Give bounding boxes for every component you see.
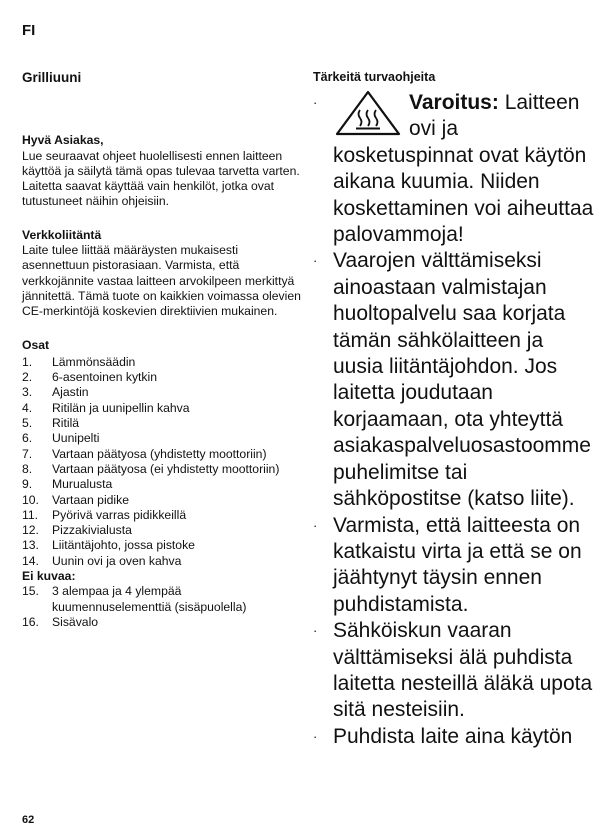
bullet: · bbox=[313, 253, 318, 269]
item-text: 3 alempaa ja 4 ylempää kuumennuselementtiä (sisäpuolella) bbox=[52, 584, 247, 614]
item-number: 9. bbox=[22, 477, 33, 492]
parts-heading: Osat bbox=[22, 337, 50, 352]
list-item bbox=[22, 462, 302, 477]
item-number: 6. bbox=[22, 431, 33, 446]
list-item bbox=[22, 477, 302, 492]
list-item bbox=[313, 90, 598, 248]
item-text: Ritilän ja uunipellin kahva bbox=[52, 400, 190, 415]
item-number: 8. bbox=[22, 461, 33, 476]
left-column bbox=[22, 70, 302, 630]
item-text: Uunin ovi ja oven kahva bbox=[52, 553, 182, 568]
item-number: 16. bbox=[22, 614, 39, 629]
safety-item-text: Varmista, että laitteesta on katkaistu virta ja että se on jäähtynyt täysin ennen puhdistamista. bbox=[333, 513, 582, 616]
warning-header bbox=[333, 90, 598, 143]
list-item bbox=[313, 513, 598, 619]
warning-head-text bbox=[409, 90, 598, 143]
list-item bbox=[22, 370, 302, 385]
safety-heading: Tärkeitä turvaohjeita bbox=[313, 70, 436, 84]
item-number: 4. bbox=[22, 400, 33, 415]
connection-text: Laite tulee liittää määräysten mukaisesti asennettuun pistorasiaan. Varmista, että verkkojännite vastaa laitteen arvokilpeen merkittyä jännitettä. Tämä tuote on kaikkien voimassa olevien CE-merkintöjä koskevien direktiivien mukainen. bbox=[22, 243, 301, 319]
list-item bbox=[22, 508, 302, 523]
item-number: 2. bbox=[22, 370, 33, 385]
list-item bbox=[22, 584, 302, 615]
item-number: 7. bbox=[22, 446, 33, 461]
item-text: Ritilä bbox=[52, 416, 80, 431]
item-number: 3. bbox=[22, 385, 33, 400]
list-item bbox=[22, 385, 302, 400]
list-item bbox=[22, 416, 302, 431]
item-number: 14. bbox=[22, 553, 39, 568]
list-item bbox=[22, 493, 302, 508]
safety-item-text: Puhdista laite aina käytön bbox=[333, 724, 573, 748]
list-item bbox=[22, 523, 302, 538]
parts-section bbox=[22, 338, 302, 631]
safety-list bbox=[313, 90, 598, 750]
list-item bbox=[22, 615, 302, 630]
intro-heading: Hyvä Asiakas, bbox=[22, 133, 104, 148]
list-item bbox=[22, 554, 302, 569]
item-text: Vartaan pidike bbox=[52, 492, 130, 507]
item-text: Pizzakivialusta bbox=[52, 523, 132, 538]
bullet: · bbox=[313, 95, 318, 110]
right-column bbox=[313, 70, 598, 750]
item-text: Pyörivä varras pidikkeillä bbox=[52, 507, 187, 522]
item-number: 13. bbox=[22, 538, 39, 553]
bullet: · bbox=[313, 623, 318, 639]
connection-heading: Verkkoliitäntä bbox=[22, 227, 102, 242]
safety-item-text: Vaarojen välttämiseksi ainoastaan valmistajan huoltopalvelu saa korjata tämän sähkölaitteen ja uusia liitäntäjohdon. Jos laitetta joudutaan korjaamaan, ota yhteyttä asiakaspalveluosastoomme puhelimitse tai sähköpostitse (katso liite). bbox=[333, 249, 591, 511]
item-text: Ajastin bbox=[52, 385, 89, 400]
item-number: 5. bbox=[22, 416, 33, 431]
page-title: Grilliuuni bbox=[22, 70, 82, 85]
page-number: 62 bbox=[22, 814, 35, 826]
connection-section bbox=[22, 228, 302, 320]
list-item bbox=[313, 248, 598, 512]
safety-item-text: Sähköiskun vaaran välttämiseksi älä puhdista laitetta nesteillä äläkä upota sitä nesteisiin. bbox=[333, 619, 593, 722]
list-item bbox=[22, 431, 302, 446]
item-text: Lämmönsäädin bbox=[52, 354, 136, 369]
list-item bbox=[22, 538, 302, 553]
warning-text: kosketuspinnat ovat käytön aikana kuumia. Niiden koskettaminen voi aiheuttaa palovammoja! bbox=[333, 143, 594, 247]
parts-list bbox=[22, 355, 302, 569]
not-pictured-heading: Ei kuvaa: bbox=[22, 569, 76, 584]
item-text: Vartaan päätyosa (ei yhdistetty moottoriin) bbox=[52, 461, 280, 476]
list-item bbox=[22, 401, 302, 416]
item-number: 10. bbox=[22, 492, 39, 507]
warning-text-head: Laitteen ovi ja bbox=[409, 91, 580, 141]
bullet: · bbox=[313, 728, 318, 744]
item-number: 11. bbox=[22, 507, 39, 522]
item-number: 1. bbox=[22, 354, 33, 369]
item-text: Liitäntäjohto, jossa pistoke bbox=[52, 538, 195, 553]
item-text: 6-asentoinen kytkin bbox=[52, 370, 158, 385]
list-item bbox=[313, 724, 598, 750]
hot-surface-warning-icon bbox=[335, 90, 401, 136]
not-pictured-list bbox=[22, 584, 302, 630]
intro-text: Lue seuraavat ohjeet huolellisesti ennen laitteen käyttöä ja säilytä tämä opas tulevaa tarvetta varten. Laitetta saavat käyttää vain henkilöt, jotka ovat tutustuneet näihin ohjeisiin. bbox=[22, 148, 300, 209]
list-item bbox=[22, 447, 302, 462]
item-text: Sisävalo bbox=[52, 614, 99, 629]
item-number: 12. bbox=[22, 523, 39, 538]
intro-section bbox=[22, 133, 302, 209]
bullet: · bbox=[313, 517, 318, 533]
item-text: Uunipelti bbox=[52, 431, 100, 446]
list-item bbox=[22, 355, 302, 370]
language-code: FI bbox=[22, 22, 36, 39]
item-text: Vartaan päätyosa (yhdistetty moottoriin) bbox=[52, 446, 267, 461]
warning-word: Varoitus: bbox=[409, 91, 499, 114]
item-number: 15. bbox=[22, 584, 39, 599]
item-text: Murualusta bbox=[52, 477, 113, 492]
list-item bbox=[313, 618, 598, 724]
